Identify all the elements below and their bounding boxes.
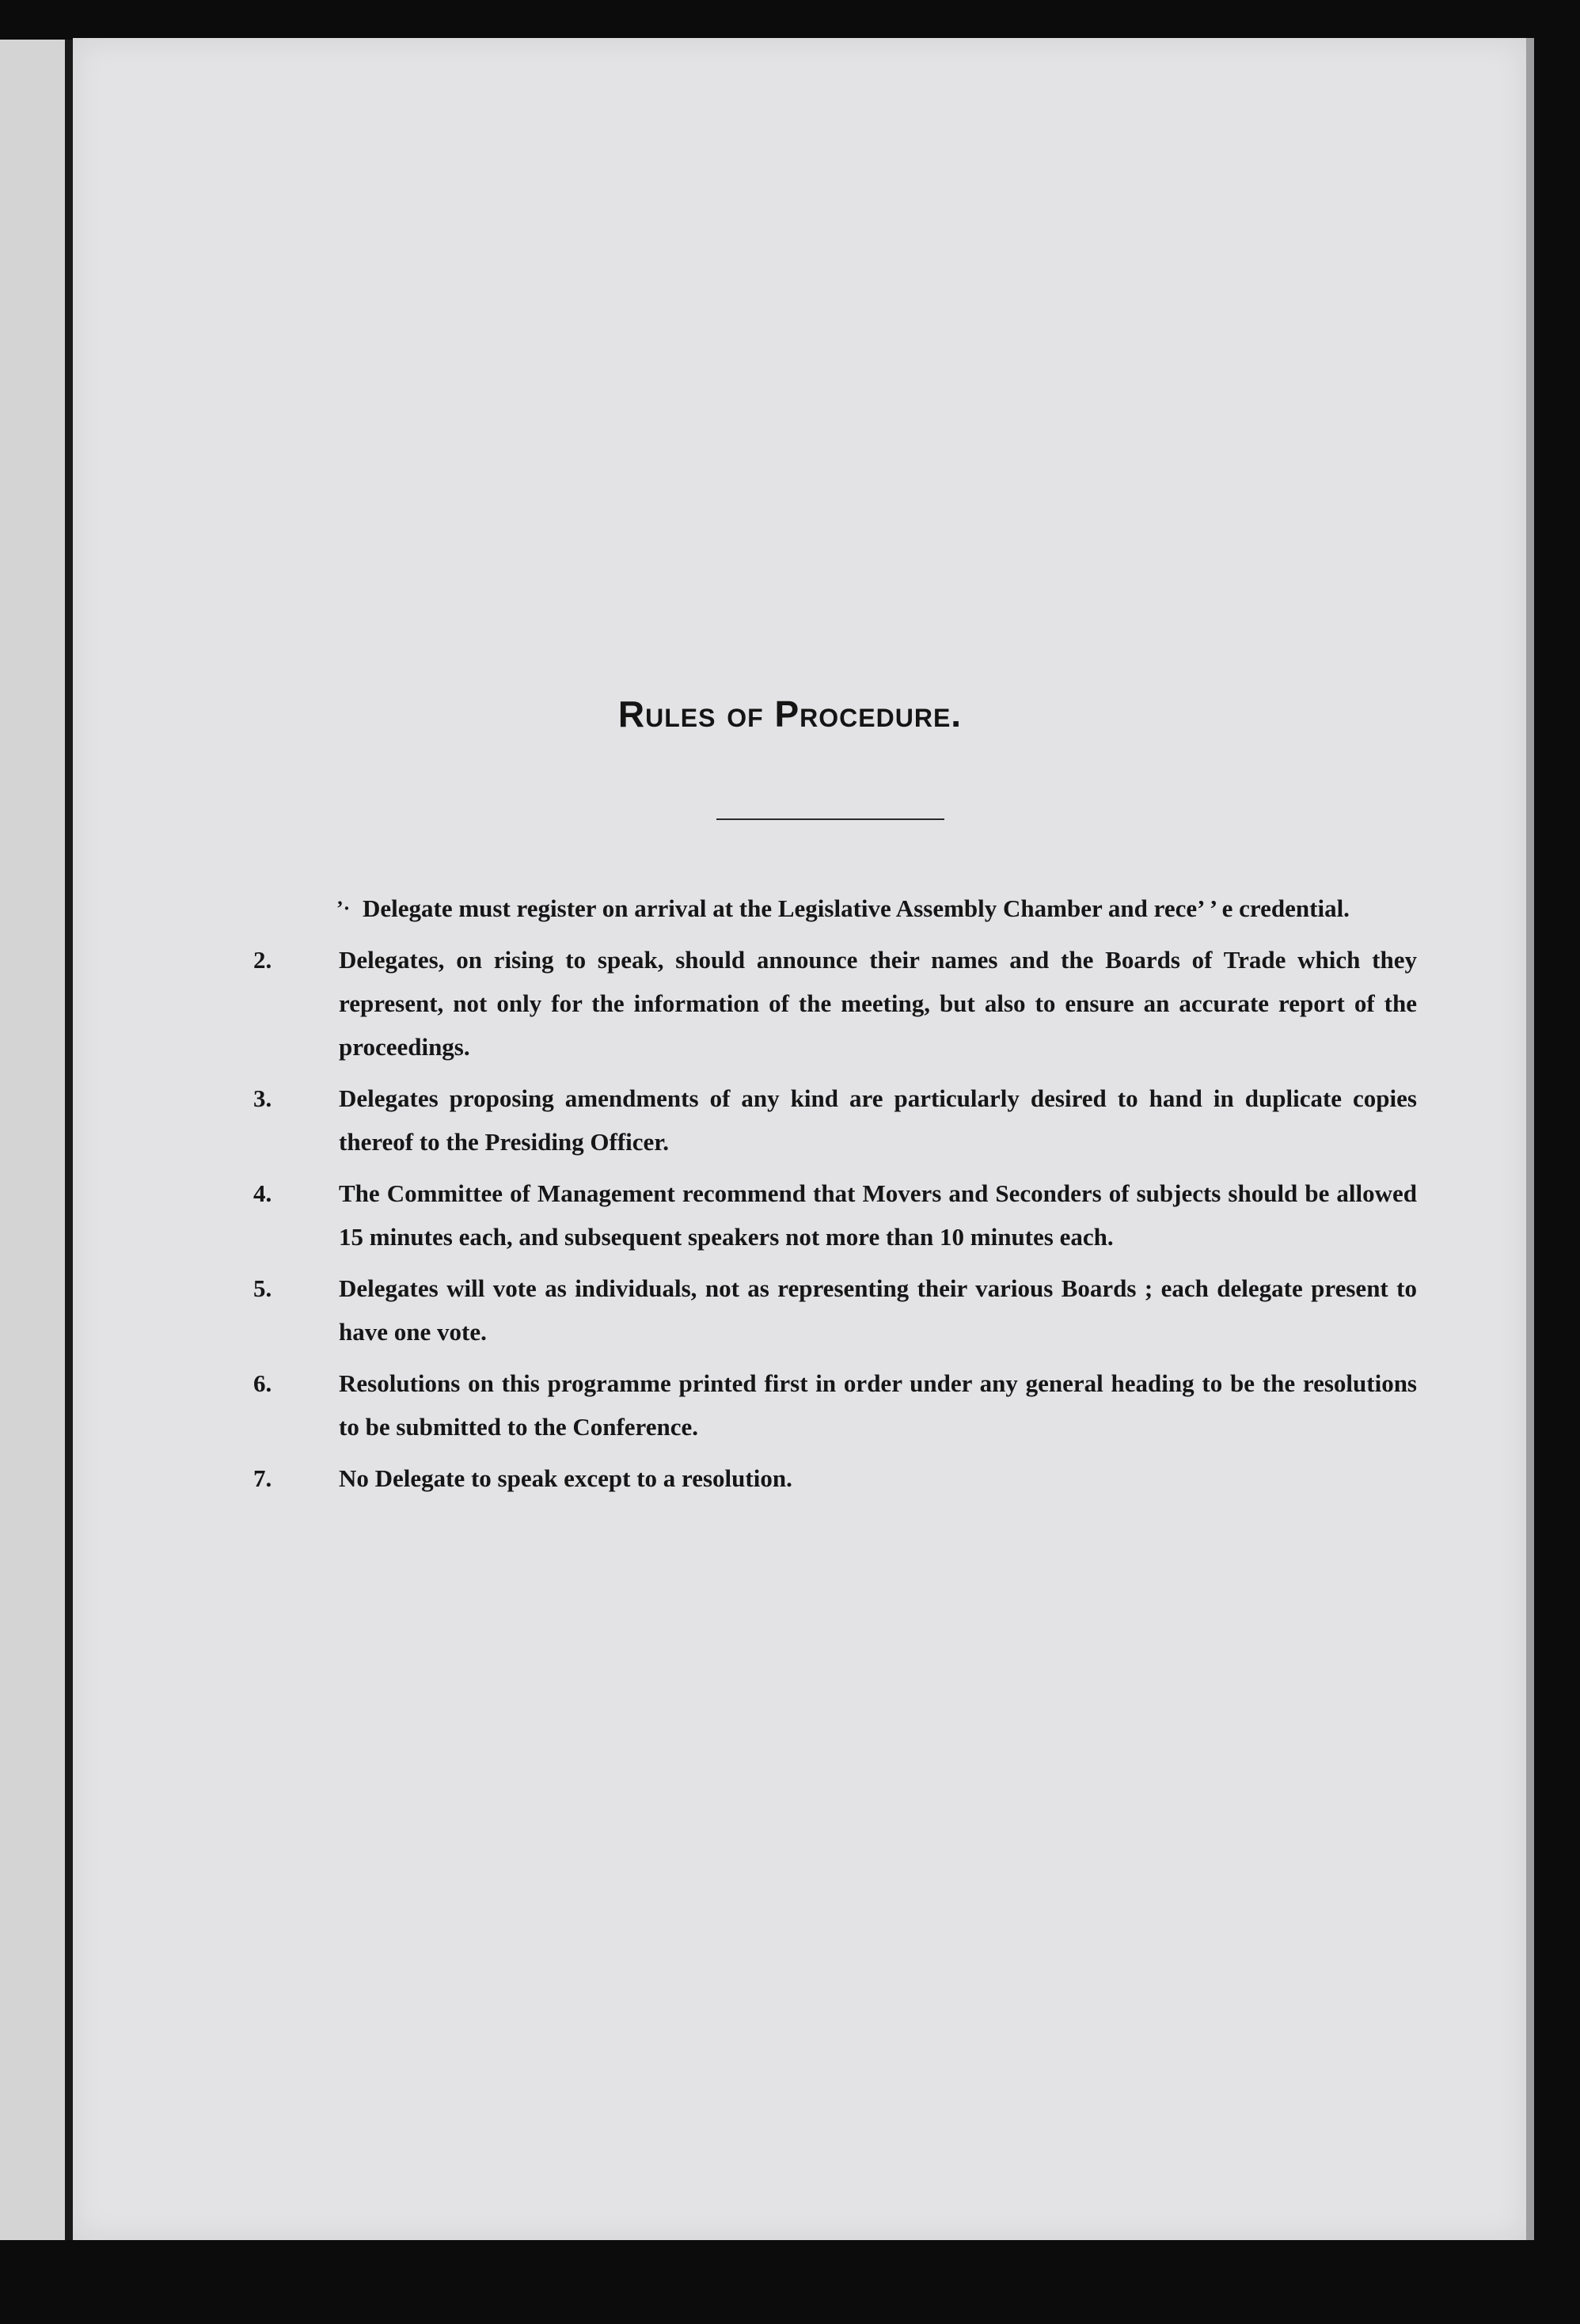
book-spine — [65, 40, 73, 2240]
page-title: Rules of Procedure. — [617, 693, 963, 735]
rule-text: Delegates will vote as individuals, not as representing their various Boards ; each delegate present to have one vote. — [339, 1274, 1417, 1346]
rule-number: 2. — [253, 946, 272, 974]
rule-number: 5. — [253, 1274, 272, 1302]
rule-text: The Committee of Management recommend that Movers and Seconders of subjects should be allowed 15 minutes each, and subsequent speakers not more than 10 minutes each. — [339, 1179, 1417, 1251]
rule-number: 6. — [253, 1369, 272, 1397]
rule-item — [245, 1171, 1417, 1259]
rule-item — [245, 938, 1417, 1069]
rule-text: No Delegate to speak except to a resolution. — [339, 1464, 792, 1492]
rules-list — [245, 887, 1417, 1508]
page-edge-shadow — [1526, 38, 1534, 2240]
rule-item — [245, 1361, 1417, 1449]
rule-number: ʼ· — [336, 897, 351, 920]
rule-number: 7. — [253, 1464, 272, 1492]
rule-number: 3. — [253, 1084, 272, 1112]
adjacent-page-edge — [0, 40, 75, 2240]
rule-text: Delegates, on rising to speak, should announce their names and the Boards of Trade which they represent, not only for the information of the meeting, but also to ensure an accurate report of the proceedings. — [339, 946, 1417, 1061]
title-divider — [716, 818, 944, 820]
rule-number: 4. — [253, 1179, 272, 1207]
rule-text: Resolutions on this programme printed first in order under any general heading to be the resolutions to be submitted to the Conference. — [339, 1369, 1417, 1441]
rule-item — [245, 1077, 1417, 1164]
rule-text: Delegate must register on arrival at the Legislative Assembly Chamber and rece’ ’ e credential. — [363, 894, 1350, 922]
rule-item — [245, 1456, 1417, 1500]
rule-item — [245, 1266, 1417, 1354]
rule-text: Delegates proposing amendments of any kind are particularly desired to hand in duplicate copies thereof to the Presiding Officer. — [339, 1084, 1417, 1156]
rule-item — [245, 887, 1417, 930]
